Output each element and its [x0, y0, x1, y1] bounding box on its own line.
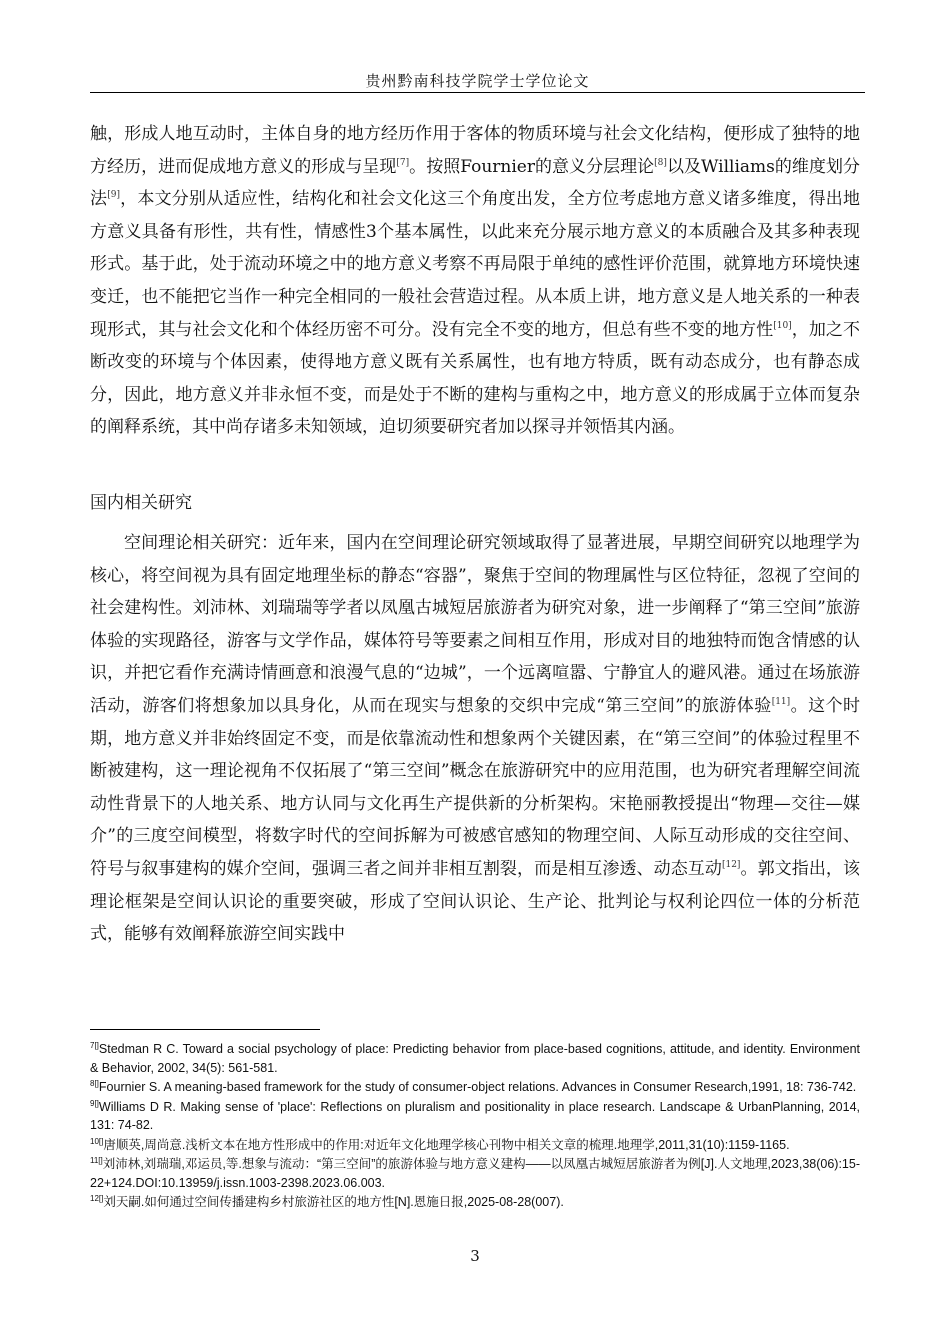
footnote	[90, 1193, 860, 1212]
text-run: 空间理论相关研究：近年来，国内在空间理论研究领域取得了显著进展，早期空间研究以地理学为核心，将空间视为具有固定地理坐标的静态“容器”，聚焦于空间的物理属性与区位特征，忽视了空间的社会建构性。刘沛林、刘瑞瑞等学者以凤凰古城短居旅游者为研究对象，进一步阐释了“第三空间”旅游体验的实现路径，游客与文学作品，媒体符号等要素之间相互作用，形成对目的地独特而饱含情感的认识，并把它看作充满诗情画意和浪漫气息的“边城”，一个远离喧嚣、宁静宜人的避风港。通过在场旅游活动，游客们将想象加以具身化，从而在现实与想象的交织中完成“第三空间”的旅游体验	[90, 533, 860, 716]
footnote-mark: 10[]	[90, 1136, 104, 1146]
footnote	[90, 1078, 860, 1097]
text-run: 以及Williams的维度划分法	[90, 156, 861, 210]
footnote-mark: 9[]	[90, 1098, 99, 1108]
footnote-text: 刘天嗣.如何通过空间传播建构乡村旅游社区的地方性[N].恩施日报,2025-08-28(007).	[103, 1195, 564, 1209]
body-paragraph-2	[90, 527, 860, 951]
text-run: 触，形成人地互动时，主体自身的地方经历作用于客体的物质环境与社会文化结构，便形成了独特的地方经历，进而促成地方意义的形成与呈现	[90, 124, 860, 177]
running-header: 贵州黔南科技学院学士学位论文	[365, 72, 590, 90]
footnote-mark: 8[]	[90, 1079, 99, 1088]
footnote-text: Fournier S. A meaning-based framework for the study of consumer-object relations. Advances in Consumer Research,1991, 18: 736-742.	[98, 1080, 857, 1094]
citation-mark: [10]	[773, 320, 792, 331]
text-run: 。这个时期，地方意义并非始终固定不变，而是依靠流动性和想象两个关键因素，在“第三空间”的体验过程里不断被建构，这一理论视角不仅拓展了“第三空间”概念在旅游研究中的应用范围，也为研究者理解空间流动性背景下的人地关系、地方认同与文化再生产提供新的分析架构。宋艳丽教授提出“物理—交往—媒介”的三度空间模型，将数字时代的空间拆解为可被感官感知的物理空间、人际互动形成的交往空间、符号与叙事建构的媒介空间，强调三者之间并非相互割裂，而是相互渗透、动态互动	[90, 695, 861, 879]
citation-mark: [7]	[396, 157, 410, 168]
text-run: ，本文分别从适应性，结构化和社会文化这三个角度出发，全方位考虑地方意义诸多维度，得出地方意义具备有形性，共有性，情感性3个基本属性，以此来充分展示地方意义的本质融合及其多种表现形式。基于此，处于流动环境之中的地方意义考察不再局限于单纯的感性评价范围，就算地方环境快速变迁，也不能把它当作一种完全相同的一般社会营造过程。从本质上讲，地方意义是人地关系的一种表现形式，其与社会文化和个体经历密不可分。没有完全不变的地方，但总有些不变的地方性	[90, 189, 861, 340]
footnote-mark: 12[]	[90, 1194, 104, 1203]
footnote-mark: 7[]	[90, 1041, 99, 1050]
citation-mark: [8]	[654, 157, 667, 168]
footnote	[90, 1040, 860, 1077]
section-heading: 国内相关研究	[90, 493, 192, 513]
text-run: 。郭文指出，该理论框架是空间认识论的重要突破，形成了空间认识论、生产论、批判论与权利论四位一体的分析范式，能够有效阐释旅游空间实践中	[90, 858, 861, 945]
footnote-separator	[90, 1029, 320, 1030]
page-number: 3	[470, 1247, 480, 1265]
footnote-mark: 11[]	[90, 1156, 103, 1165]
footnote	[90, 1098, 860, 1135]
citation-mark: [9]	[107, 190, 120, 201]
footnotes	[90, 1040, 860, 1213]
text-run: ，加之不断改变的环境与个体因素，使得地方意义既有关系属性，也有地方特质，既有动态成分，也有静态成分，因此，地方意义并非永恒不变，而是处于不断的建构与重构之中，地方意义的形成属于立体而复杂的阐释系统，其中尚存诸多未知领域，迫切须要研究者加以探寻并领悟其内涵。	[90, 319, 861, 438]
footnote-text: 刘沛林,刘瑞瑞,邓运员,等.想象与流动：“第三空间”的旅游体验与地方意义建构——以凤凰古城短居旅游者为例[J].人文地理,2023,38(06):15-22+124.DOI:10.13959/j.issn.1003-2398.2023.06.003.	[90, 1157, 860, 1190]
footnote-text: Stedman R C. Toward a social psychology of place: Predicting behavior from place-based cognitions, attitude, and identity. Environment & Behavior, 2002, 34(5): 561-581.	[90, 1042, 860, 1075]
body-paragraph-1	[90, 118, 860, 444]
citation-mark: [12]	[721, 859, 741, 870]
header-divider	[90, 92, 865, 93]
footnote	[90, 1155, 860, 1192]
footnote-text: 唐顺英,周尚意.浅析文本在地方性形成中的作用:对近年文化地理学核心刊物中相关文章的梳理.地理学,2011,31(10):1159-1165.	[103, 1137, 790, 1152]
text-run: 。按照Fournier的意义分层理论	[409, 156, 655, 177]
footnote-text: Williams D R. Making sense of 'place': Reflections on pluralism and positionality in place research. Landscape & UrbanPlanning, 2014, 131: 74-82.	[90, 1099, 860, 1132]
footnote	[90, 1136, 860, 1155]
citation-mark: [11]	[771, 696, 791, 707]
